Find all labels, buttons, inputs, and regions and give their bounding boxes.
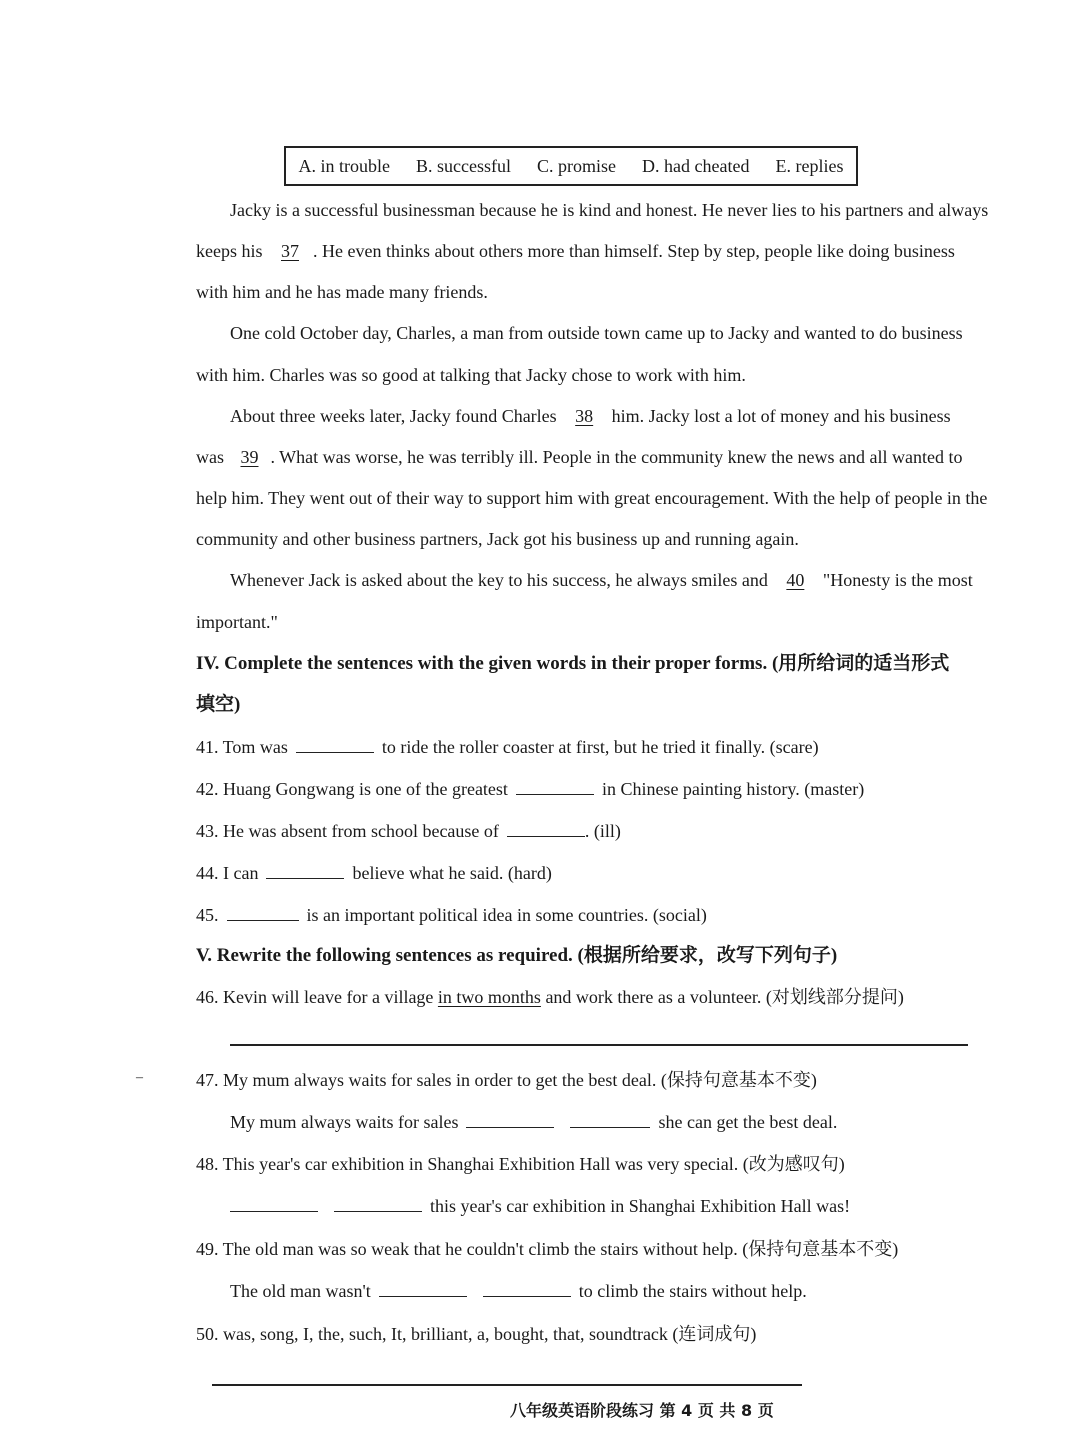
answer-text: this year's car exhibition in Shanghai Exhibition Hall was! (430, 1196, 851, 1216)
answer-blank-42[interactable] (516, 778, 594, 795)
passage-text: . What was worse, he was terribly ill. People in the community knew the news and all wanted to (270, 447, 963, 467)
question-47: 47. My mum always waits for sales in order to get the best deal. (保持句意基本不变) (196, 1070, 817, 1090)
answer-blank-44[interactable] (266, 862, 344, 879)
question-49: 49. The old man was so weak that he couldn't climb the stairs without help. (保持句意基本不变) (196, 1239, 899, 1259)
answer-blank-43[interactable] (507, 820, 585, 837)
passage-line (230, 568, 973, 592)
margin-mark: – (136, 1070, 143, 1085)
blank-40: 40 (786, 570, 805, 590)
page-footer: 八年级英语阶段练习 第 4 页 共 8 页 (510, 1401, 774, 1420)
passage-line (196, 445, 963, 469)
question-text: 44. I can (196, 863, 259, 883)
passage-line (230, 404, 951, 428)
question-text: 41. Tom was (196, 737, 288, 757)
passage-text: Whenever Jack is asked about the key to his success, he always smiles and (230, 570, 768, 590)
passage-text: . He even thinks about others more than himself. Step by step, people like doing business (313, 241, 955, 261)
blank-39: 39 (240, 447, 259, 467)
word-bank-option-e: E. replies (775, 155, 844, 176)
section-4-heading-cont: 填空) (196, 694, 241, 715)
question-text: and work there as a volunteer. (对划线部分提问) (545, 987, 904, 1007)
passage-line: with him and he has made many friends. (196, 282, 488, 302)
question-text: 46. Kevin will leave for a village (196, 987, 434, 1007)
question-text: believe what he said. (hard) (352, 863, 552, 883)
question-43 (196, 819, 621, 843)
question-45 (196, 903, 707, 927)
question-text: is an important political idea in some countries. (social) (306, 905, 707, 925)
answer-text: My mum always waits for sales (230, 1112, 459, 1132)
question-41 (196, 735, 819, 759)
word-bank-option-c: C. promise (537, 155, 617, 176)
answer-blank-47a[interactable] (466, 1111, 554, 1128)
answer-blank-49b[interactable] (483, 1280, 571, 1297)
answer-text: to climb the stairs without help. (578, 1281, 807, 1301)
passage-line: community and other business partners, Jack got his business up and running again. (196, 529, 799, 549)
question-44 (196, 861, 552, 885)
blank-37: 37 (281, 241, 299, 261)
passage-text: him. Jacky lost a lot of money and his business (611, 406, 951, 426)
answer-47 (230, 1110, 837, 1134)
passage-line (196, 239, 955, 263)
question-48: 48. This year's car exhibition in Shanghai Exhibition Hall was very special. (改为感叹句) (196, 1154, 845, 1174)
section-5-heading: V. Rewrite the following sentences as required. (根据所给要求，改写下列句子) (196, 945, 838, 966)
passage-line: important." (196, 612, 278, 632)
question-text: to ride the roller coaster at first, but he tried it finally. (scare) (381, 737, 819, 757)
question-text: 45. (196, 905, 219, 925)
word-bank-option-b: B. successful (416, 155, 512, 176)
passage-text: "Honesty is the most (822, 570, 973, 590)
word-bank-option-a: A. in trouble (298, 155, 391, 176)
underlined-phrase: in two months (437, 987, 541, 1007)
word-bank-option-d: D. had cheated (642, 155, 750, 176)
question-text: 42. Huang Gongwang is one of the greatest (196, 779, 508, 799)
answer-text: she can get the best deal. (658, 1112, 838, 1132)
answer-blank-47b[interactable] (570, 1111, 650, 1128)
answer-blank-49a[interactable] (379, 1280, 467, 1297)
answer-blank-41[interactable] (296, 736, 374, 753)
blank-38: 38 (575, 406, 594, 426)
question-50: 50. was, song, I, the, such, It, brilliant, a, bought, that, soundtrack (连词成句) (196, 1324, 757, 1344)
word-bank-box (284, 146, 858, 186)
answer-line-46[interactable] (230, 1044, 968, 1046)
question-text: in Chinese painting history. (master) (601, 779, 865, 799)
answer-blank-45[interactable] (227, 904, 299, 921)
passage-text: About three weeks later, Jacky found Charles (230, 406, 557, 426)
passage-line: help him. They went out of their way to support him with great encouragement. With the help of people in the (196, 488, 988, 508)
answer-48 (222, 1194, 850, 1218)
question-42 (196, 777, 864, 801)
question-text: . (ill) (584, 821, 621, 841)
passage-line: One cold October day, Charles, a man from outside town came up to Jacky and wanted to do business (230, 323, 963, 343)
question-text: 43. He was absent from school because of (196, 821, 499, 841)
answer-blank-48b[interactable] (334, 1195, 422, 1212)
section-4-heading: IV. Complete the sentences with the given words in their proper forms. (用所给词的适当形式 (196, 653, 950, 674)
passage-text: keeps his (196, 241, 263, 261)
passage-line: Jacky is a successful businessman because he is kind and honest. He never lies to his partners and always (230, 200, 989, 220)
question-46 (196, 985, 904, 1009)
passage-text: was (196, 447, 224, 467)
passage-line: with him. Charles was so good at talking that Jacky chose to work with him. (196, 365, 746, 385)
answer-text: The old man wasn't (230, 1281, 371, 1301)
answer-49 (230, 1279, 807, 1303)
answer-line-50[interactable] (212, 1384, 802, 1386)
answer-blank-48a[interactable] (230, 1195, 318, 1212)
